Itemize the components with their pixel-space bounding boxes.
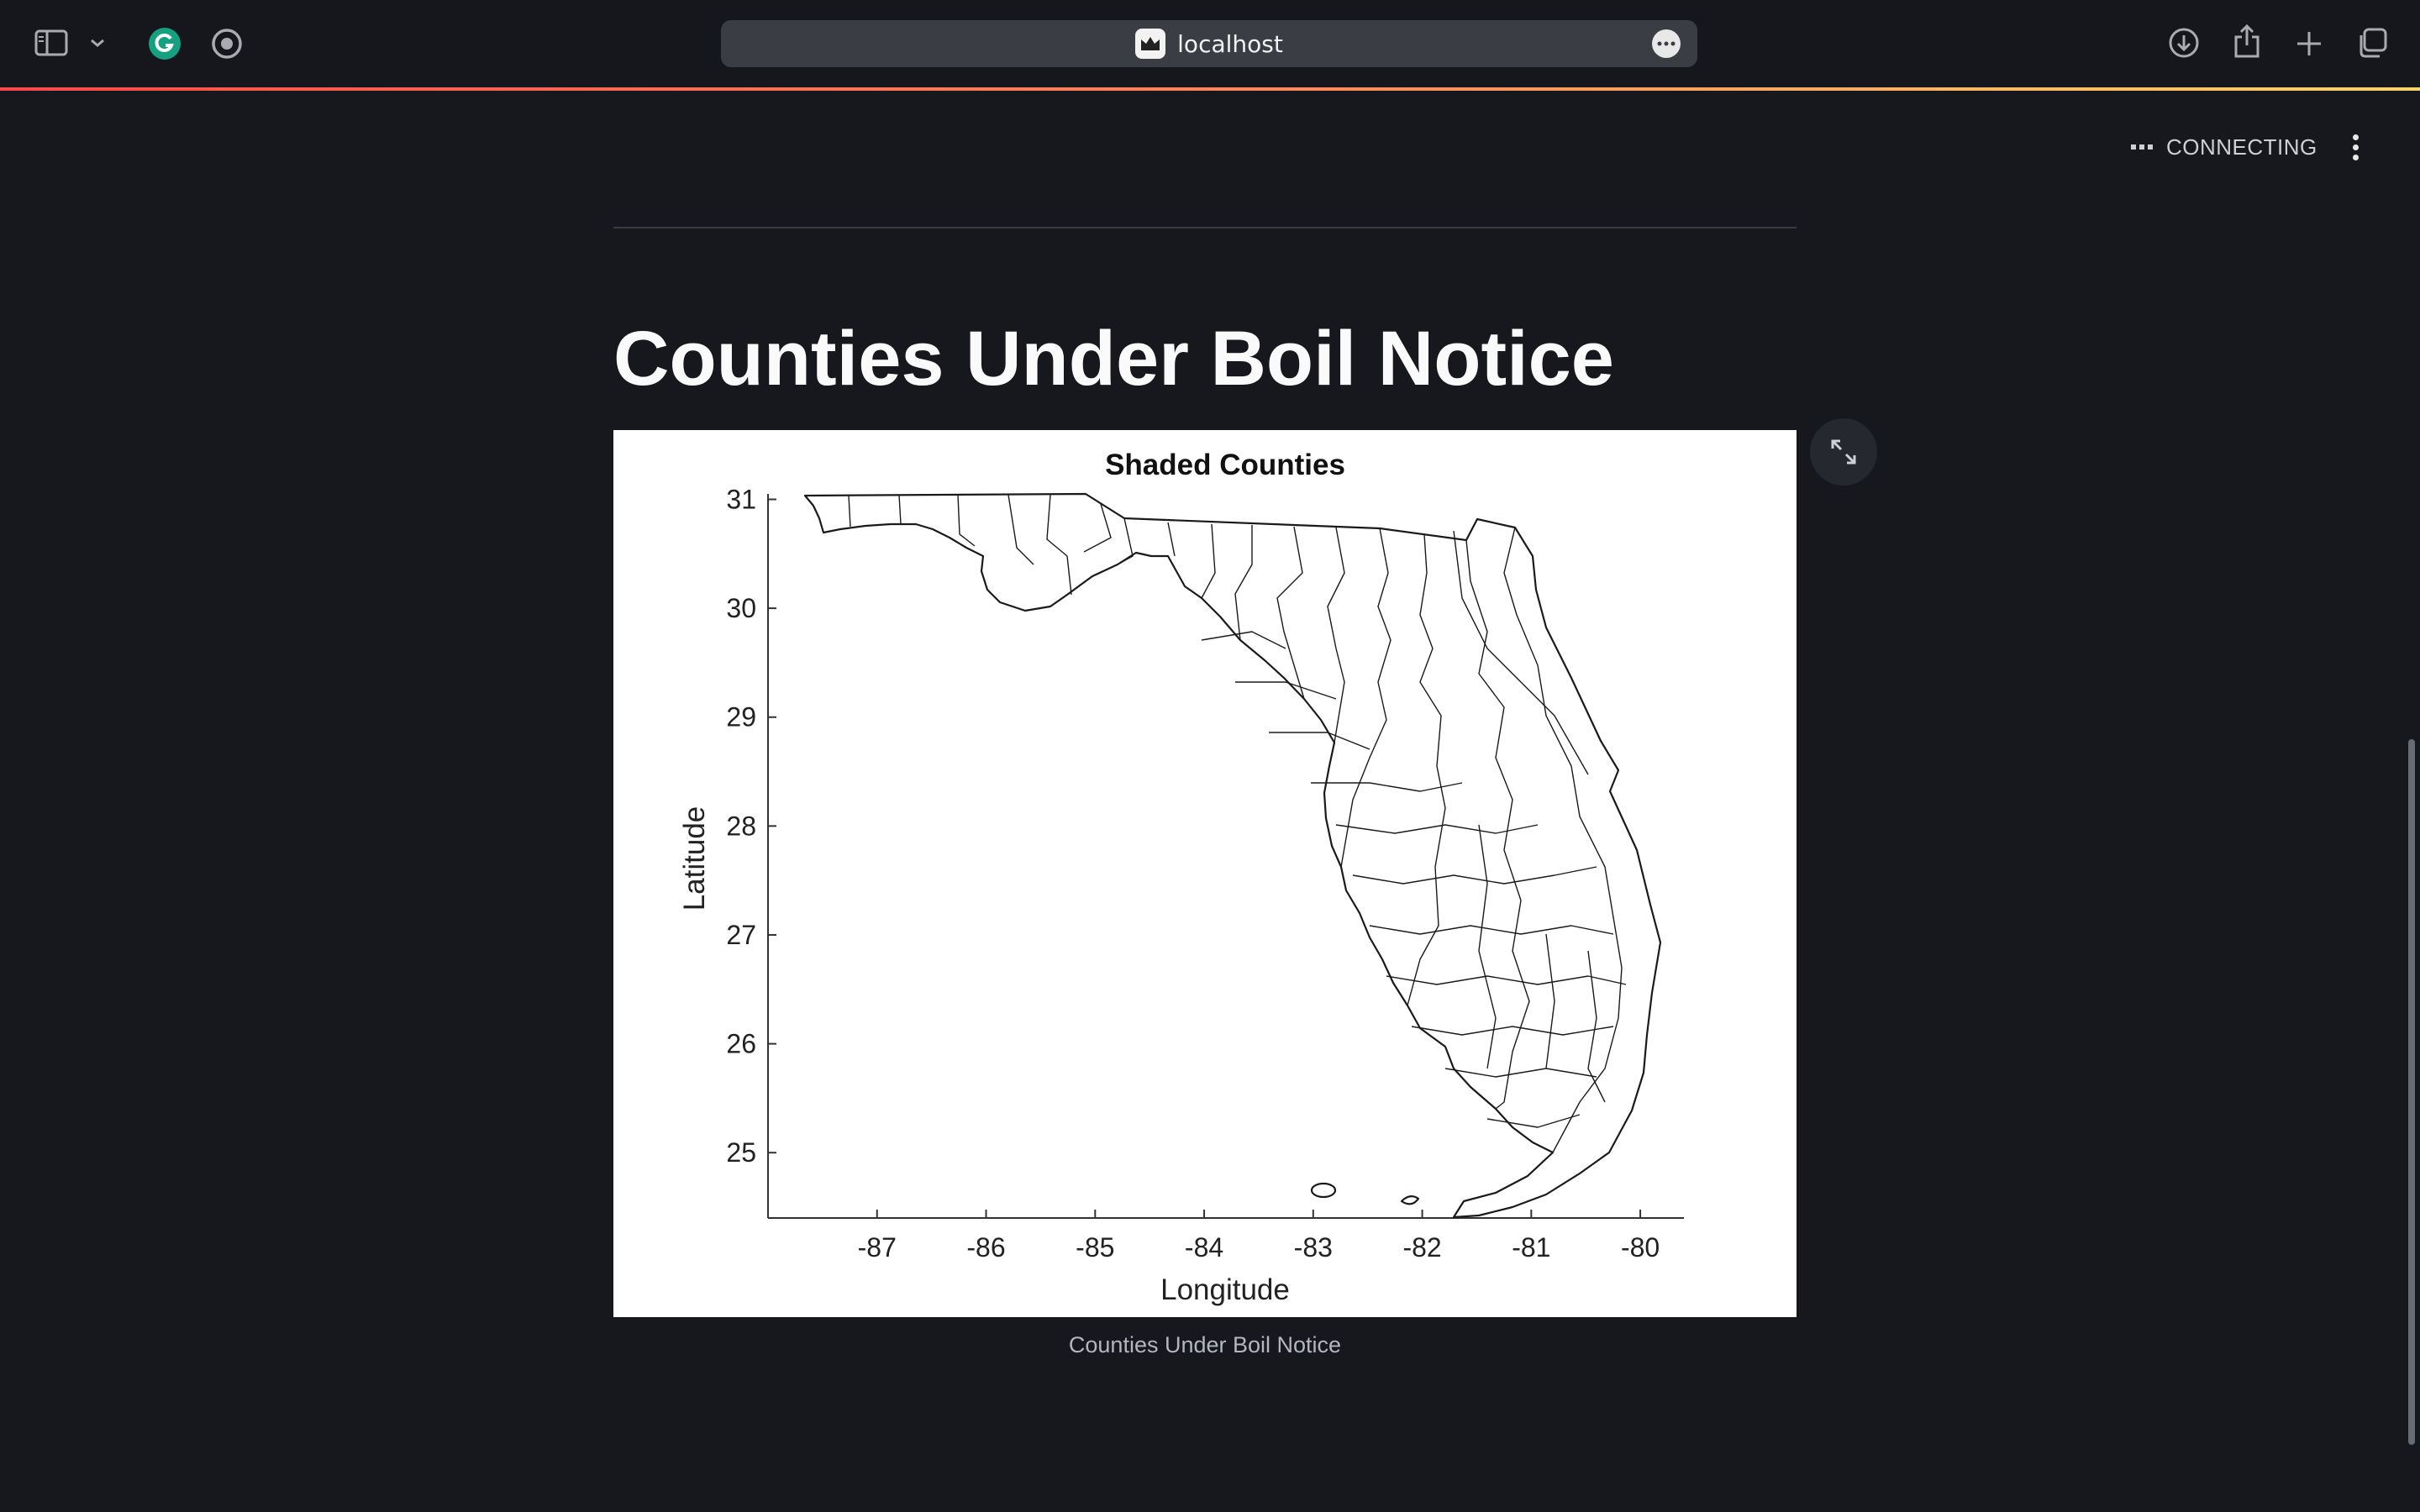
share-icon[interactable] bbox=[2230, 22, 2264, 60]
florida-map bbox=[805, 494, 1660, 1217]
y-tick-label: 25 bbox=[726, 1137, 756, 1168]
status-text: CONNECTING bbox=[2166, 134, 2317, 160]
streamlit-crown-icon bbox=[1135, 29, 1165, 59]
page-title: Counties Under Boil Notice bbox=[613, 316, 1614, 402]
state-outline bbox=[805, 494, 1660, 1217]
ellipsis-icon[interactable] bbox=[1652, 29, 1681, 58]
county-boundaries bbox=[849, 495, 1626, 1152]
keys-island bbox=[1402, 1196, 1418, 1204]
x-axis-label: Longitude bbox=[1160, 1273, 1290, 1306]
y-tick-label: 26 bbox=[726, 1028, 756, 1059]
x-tick-label: -82 bbox=[1402, 1232, 1442, 1263]
y-tick-label: 31 bbox=[726, 484, 756, 515]
divider bbox=[613, 227, 1797, 228]
x-tick-label: -80 bbox=[1620, 1232, 1660, 1263]
grammarly-icon[interactable] bbox=[148, 27, 182, 60]
y-tick-label: 30 bbox=[726, 593, 756, 624]
connection-status bbox=[2131, 133, 2317, 161]
dry-tortugas-island bbox=[1312, 1184, 1335, 1197]
x-tick-label: -81 bbox=[1512, 1232, 1551, 1263]
sidebar-icon[interactable] bbox=[34, 27, 69, 59]
y-axis-label: Latitude bbox=[678, 806, 711, 911]
image-caption: Counties Under Boil Notice bbox=[1068, 1332, 1342, 1357]
url-text: localhost bbox=[1177, 29, 1283, 58]
map-figure bbox=[613, 430, 1797, 1317]
x-tick-label: -87 bbox=[857, 1232, 897, 1263]
y-tick-label: 28 bbox=[726, 811, 756, 842]
x-tick-label: -85 bbox=[1076, 1232, 1115, 1263]
browser-toolbar bbox=[0, 0, 2420, 87]
x-tick-label: -84 bbox=[1184, 1232, 1224, 1263]
ellipsis-icon bbox=[2131, 144, 2153, 150]
loading-progress-bar bbox=[0, 87, 2420, 91]
y-tick-label: 27 bbox=[726, 919, 756, 950]
record-icon[interactable] bbox=[210, 27, 244, 60]
fullscreen-icon[interactable] bbox=[1810, 418, 1877, 486]
x-tick-label: -86 bbox=[966, 1232, 1006, 1263]
address-bar[interactable] bbox=[721, 20, 1697, 67]
chevron-down-icon[interactable] bbox=[87, 34, 108, 52]
tab-overview-icon[interactable] bbox=[2354, 25, 2390, 60]
kebab-menu-icon[interactable] bbox=[2344, 133, 2366, 161]
chart-title: Shaded Counties bbox=[1105, 449, 1345, 481]
y-tick-label: 29 bbox=[726, 701, 756, 732]
download-icon[interactable] bbox=[2166, 25, 2202, 60]
scrollbar[interactable] bbox=[2408, 739, 2415, 1445]
x-tick-label: -83 bbox=[1293, 1232, 1333, 1263]
plus-icon[interactable] bbox=[2292, 27, 2326, 60]
